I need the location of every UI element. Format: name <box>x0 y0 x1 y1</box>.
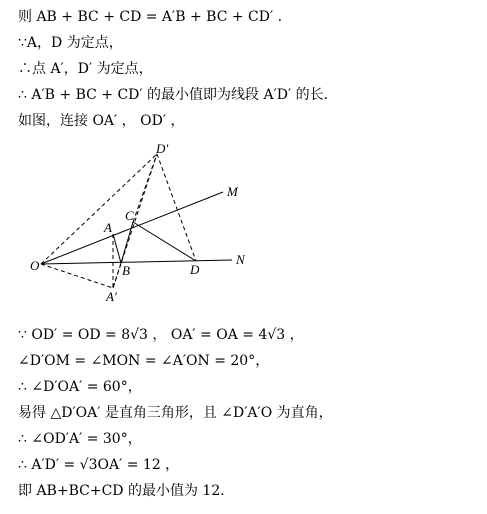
line-4: ∴ A′B + BC + CD′ 的最小值即为线段 A′D′ 的长. <box>18 87 329 103</box>
ray-om <box>41 192 223 264</box>
label-n: N <box>236 252 245 267</box>
line-9: 易得 △D′OA′ 是直角三角形，且 ∠D′A′O 为直角， <box>18 405 333 421</box>
line-7: ∠D′OM = ∠MON = ∠A′ON = 20°， <box>18 353 270 369</box>
line-10: ∴ ∠OD′A′ = 30°， <box>18 431 142 447</box>
label-a: A <box>104 220 112 235</box>
ray-on <box>41 260 232 264</box>
dashed-od-prime <box>41 154 157 264</box>
line-1: 则 AB + BC + CD = A′B + BC + CD′ . <box>18 9 283 25</box>
line-11: ∴ A′D′ = √3OA′ = 12 ， <box>18 457 180 473</box>
segment-bc <box>121 222 133 263</box>
line-3: ∴点 A′，D′ 为定点， <box>18 61 153 77</box>
line-6: ∵ OD′ = OD = 8√3 ， OA′ = OA = 4√3 ， <box>18 327 304 343</box>
label-m: M <box>227 184 238 199</box>
label-d-prime: D′ <box>156 141 169 156</box>
label-b: B <box>122 263 130 278</box>
label-c: C <box>125 208 134 223</box>
line-5: 如图，连接 OA′ ， OD′ ， <box>18 113 185 129</box>
dashed-d-prime-d <box>157 154 196 261</box>
line-12: 即 AB+BC+CD 的最小值为 12. <box>18 483 225 499</box>
dashed-b-a-prime <box>113 263 121 288</box>
line-8: ∴ ∠D′OA′ = 60°， <box>18 379 142 395</box>
segment-cd <box>133 222 196 261</box>
dashed-oa-prime <box>41 264 113 288</box>
geometry-diagram <box>0 140 487 315</box>
line-2: ∵A，D 为定点， <box>18 35 123 51</box>
label-o: O <box>30 258 40 273</box>
dashed-c-d-prime <box>133 154 157 222</box>
label-d: D <box>190 262 200 277</box>
geometry-figure <box>0 140 487 315</box>
segment-ab <box>113 234 121 263</box>
label-a-prime: A′ <box>106 289 117 304</box>
